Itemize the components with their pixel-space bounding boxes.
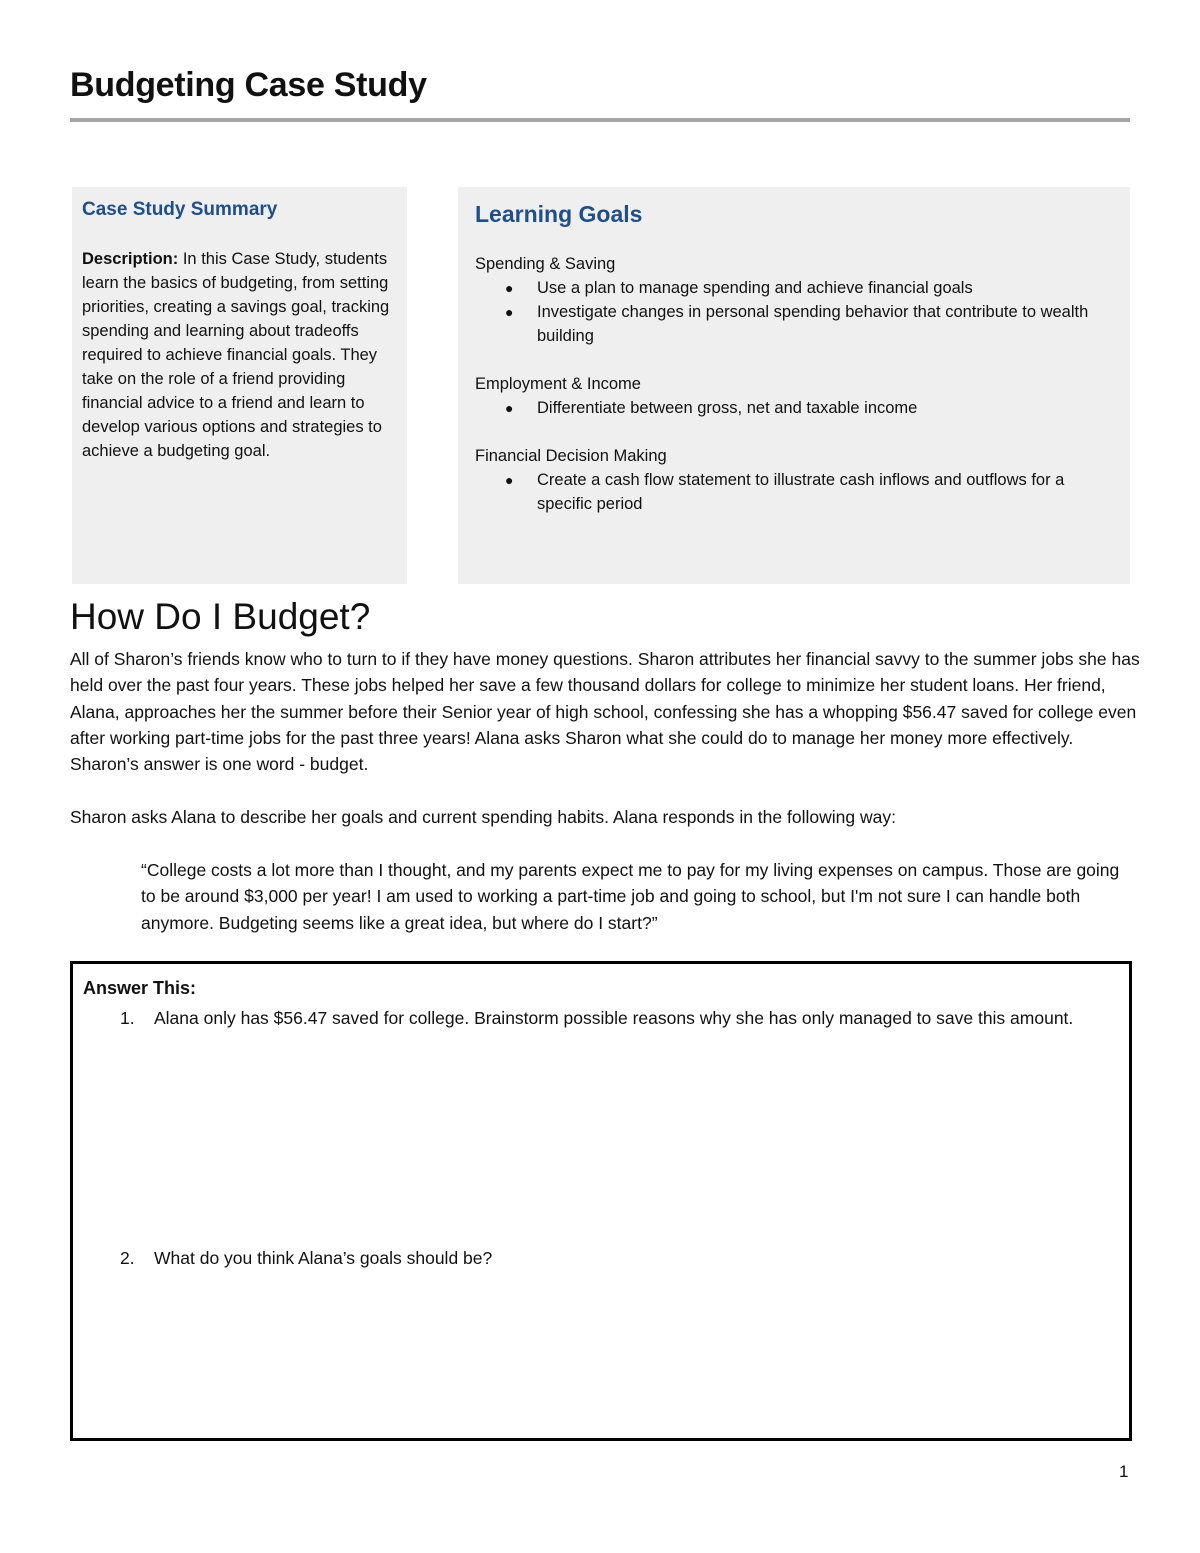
story-paragraph-2: Sharon asks Alana to describe her goals and current spending habits. Alana responds in the following way: [70,807,896,827]
goal-item [475,396,1116,420]
summary-description [82,247,397,463]
goal-list [475,396,1116,420]
goal-item [475,276,1116,300]
goal-group-title: Employment & Income [475,375,641,393]
question-number: 2. [120,1248,135,1268]
goal-group-financial-decision-making [475,444,1116,516]
learning-goals-box [458,187,1130,584]
document-title: Budgeting Case Study [70,66,427,104]
section-title: How Do I Budget? [70,596,371,637]
bullet-icon: ● [505,472,514,488]
question-text: Alana only has $56.47 saved for college. Brainstorm possible reasons why she has only managed to save this amount. [154,1008,1074,1028]
question-text: What do you think Alana’s goals should be? [154,1248,493,1268]
answer-heading: Answer This: [83,978,197,998]
alana-quote: “College costs a lot more than I thought, and my parents expect me to pay for my living expenses on campus. Those are going to be around $3,000 per year! I am used to working a part-time job and going to school, but I'm not sure I can handle both anymore. Budgeting seems like a great idea, but where do I start?” [141,860,1120,933]
goal-item [475,300,1116,348]
bullet-icon: ● [505,280,514,296]
goal-item-text: Use a plan to manage spending and achieve financial goals [537,279,973,297]
bullet-icon: ● [505,304,514,320]
goal-group-title: Spending & Saving [475,255,616,273]
case-study-summary-box [72,187,407,584]
goal-item [475,468,1116,516]
goal-group-spending-saving [475,252,1116,348]
bullet-icon: ● [505,400,514,416]
title-divider [70,118,1130,122]
goal-list [475,468,1116,516]
goal-group-employment-income [475,372,1116,420]
question-2 [83,1243,1109,1273]
goal-group-title: Financial Decision Making [475,447,667,465]
goal-item-text: Differentiate between gross, net and taxable income [537,399,918,417]
goal-item-text: Investigate changes in personal spending behavior that contribute to wealth building [537,303,1089,345]
question-1 [83,1003,1109,1243]
description-text: In this Case Study, students learn the basics of budgeting, from setting priorities, creating a savings goal, tracking spending and learning about tradeoffs required to achieve financial goals. They take on the role of a friend providing financial advice to a friend and learn to develop various options and strategies to achieve a budgeting goal. [82,250,390,460]
description-label: Description: [82,250,179,268]
goal-list [475,276,1116,348]
summary-heading: Case Study Summary [82,199,278,220]
learning-goals-heading: Learning Goals [475,201,643,227]
question-number: 1. [120,1008,135,1028]
page-number: 1 [1119,1462,1129,1481]
answer-box[interactable] [70,961,1132,1441]
story-paragraph-1: All of Sharon’s friends know who to turn to if they have money questions. Sharon attributes her financial savvy to the summer jobs she has held over the past four years. These jobs helped her save a few thousand dollars for college to minimize her student loans. Her friend, Alana, approaches her the summer before their Senior year of high school, confessing she has a whopping $56.47 saved for college even after working part-time jobs for the past three years! Alana asks Sharon what she could do to manage her money more effectively. Sharon’s answer is one word - budget. [70,649,1140,775]
goal-item-text: Create a cash flow statement to illustrate cash inflows and outflows for a specific period [537,471,1065,513]
